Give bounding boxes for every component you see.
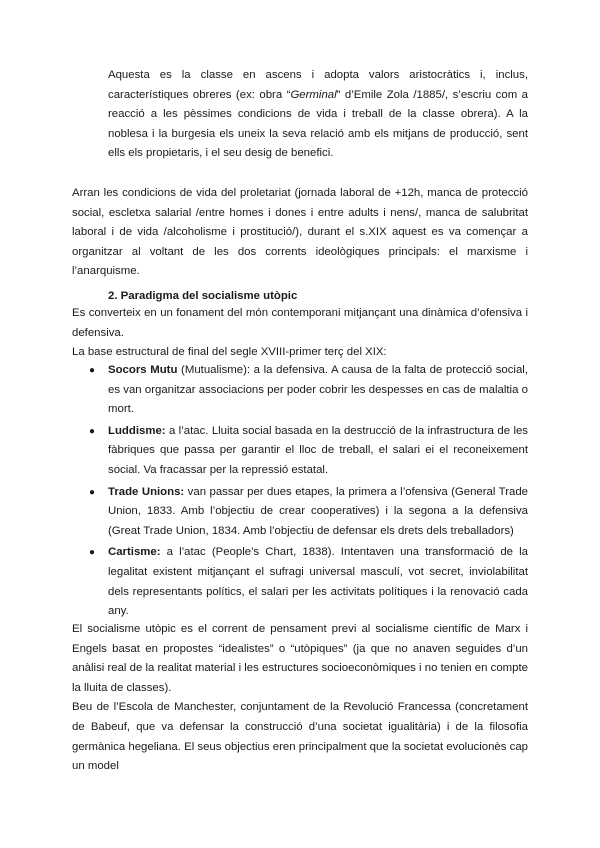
intro-text-2: ” d’Emile Zola /1885/, s’escriu com a reacció a les pèssimes condicions de vida i treball de la classe obrera). A la noblesa i la burgesia els uneix la seva relació amb els mitjans de producció, sent ells els propietaris, i el seu desig de benefici. <box>108 88 528 160</box>
list-item <box>72 422 528 481</box>
bullet-icon: ● <box>89 425 96 437</box>
list-item-term: Cartisme: <box>108 546 161 559</box>
list-item <box>72 483 528 542</box>
list-item-term: Luddisme: <box>108 424 166 437</box>
movements-list <box>72 361 528 624</box>
intro-paragraph <box>108 66 528 164</box>
list-item-text: (Mutualisme): a la defensiva. A causa de la falta de protecció social, es van organitzar associacions per poder cobrir les despesses en cas de malaltia o mort. <box>108 364 528 416</box>
bullet-icon: ● <box>89 547 96 559</box>
utopic-paragraph: El socialisme utòpic es el corrent de pensament previ al socialisme científic de Marx i Engels basat en propostes “idealistes” o “utòpiques” (ja que no anaven seguides d’un anàlisi real de la realitat material i les estructures socioeconòmiques i no tenien en compte la lluita de classes). <box>72 623 528 694</box>
bullet-icon: ● <box>89 365 96 376</box>
list-item-term: Socors Mutu <box>108 364 178 376</box>
section-heading: 2. Paradigma del socialisme utòpic <box>108 290 298 302</box>
foundation-paragraph: Es converteix en un fonament del món contemporani mitjançant una dinàmica d’ofensiva i defensiva. <box>72 307 528 339</box>
intro-text-1: Aquesta es la classe en ascens i adopta valors aristocràtics i, inclus, característiques obreres (ex: obra “ <box>108 69 528 101</box>
manchester-paragraph: Beu de l’Escola de Manchester, conjuntament de la Revolució Francessa (concretament de Babeuf, que va defensar la construcció d’una societat igualitària) i de la filosofia germànica hegeliana. El seus objectius eren principalment que la societat evolucionès cap un model <box>72 701 528 773</box>
list-item-term: Trade Unions: <box>108 485 185 498</box>
list-item <box>72 361 528 420</box>
foundation-block <box>72 304 528 363</box>
utopic-block <box>72 620 528 777</box>
list-item-text: a l’atac. Lluita social basada en la destrucció de la infrastructura de les fàbriques que passa per garantir el lloc de treball, el salari ei el reconeixement social. Va fracassar per la repressió estatal. <box>108 424 528 476</box>
list-item-text: a l’atac (People’s Chart, 1838). Intentaven una transformació de la legalitat existent mitjançant el sufragi universal masculí, vot secret, inviolabilitat dels representants polítics, el salari per les activitats polítiques i la renovació cada any. <box>108 546 528 618</box>
intro-italic-title: Germinal <box>290 88 337 101</box>
list-item-text: van passar per dues etapes, la primera a l’ofensiva (General Trade Union, 1833. Amb l’objectiu de crear cooperatives) i la segona a la defensiva (Great Trade Union, 1834. Amb l’objectiu de defensar els drets dels treballadors) <box>108 485 528 537</box>
base-paragraph: La base estructural de final del segle XVIII-primer terç del XIX: <box>72 346 387 359</box>
bullet-icon: ● <box>89 486 96 498</box>
conditions-paragraph: Arran les condicions de vida del proletariat (jornada laboral de +12h, manca de protecció social, escletxa salarial /entre homes i dones i entre adults i nens/, manca de salubritat laboral i de vida /alcoholisme i prostitució/), durant el s.XIX aquest es va començar a organitzar al voltant de les dos corrents ideològiques principals: el marxisme i l’anarquisme. <box>72 187 528 278</box>
list-item <box>72 543 528 621</box>
